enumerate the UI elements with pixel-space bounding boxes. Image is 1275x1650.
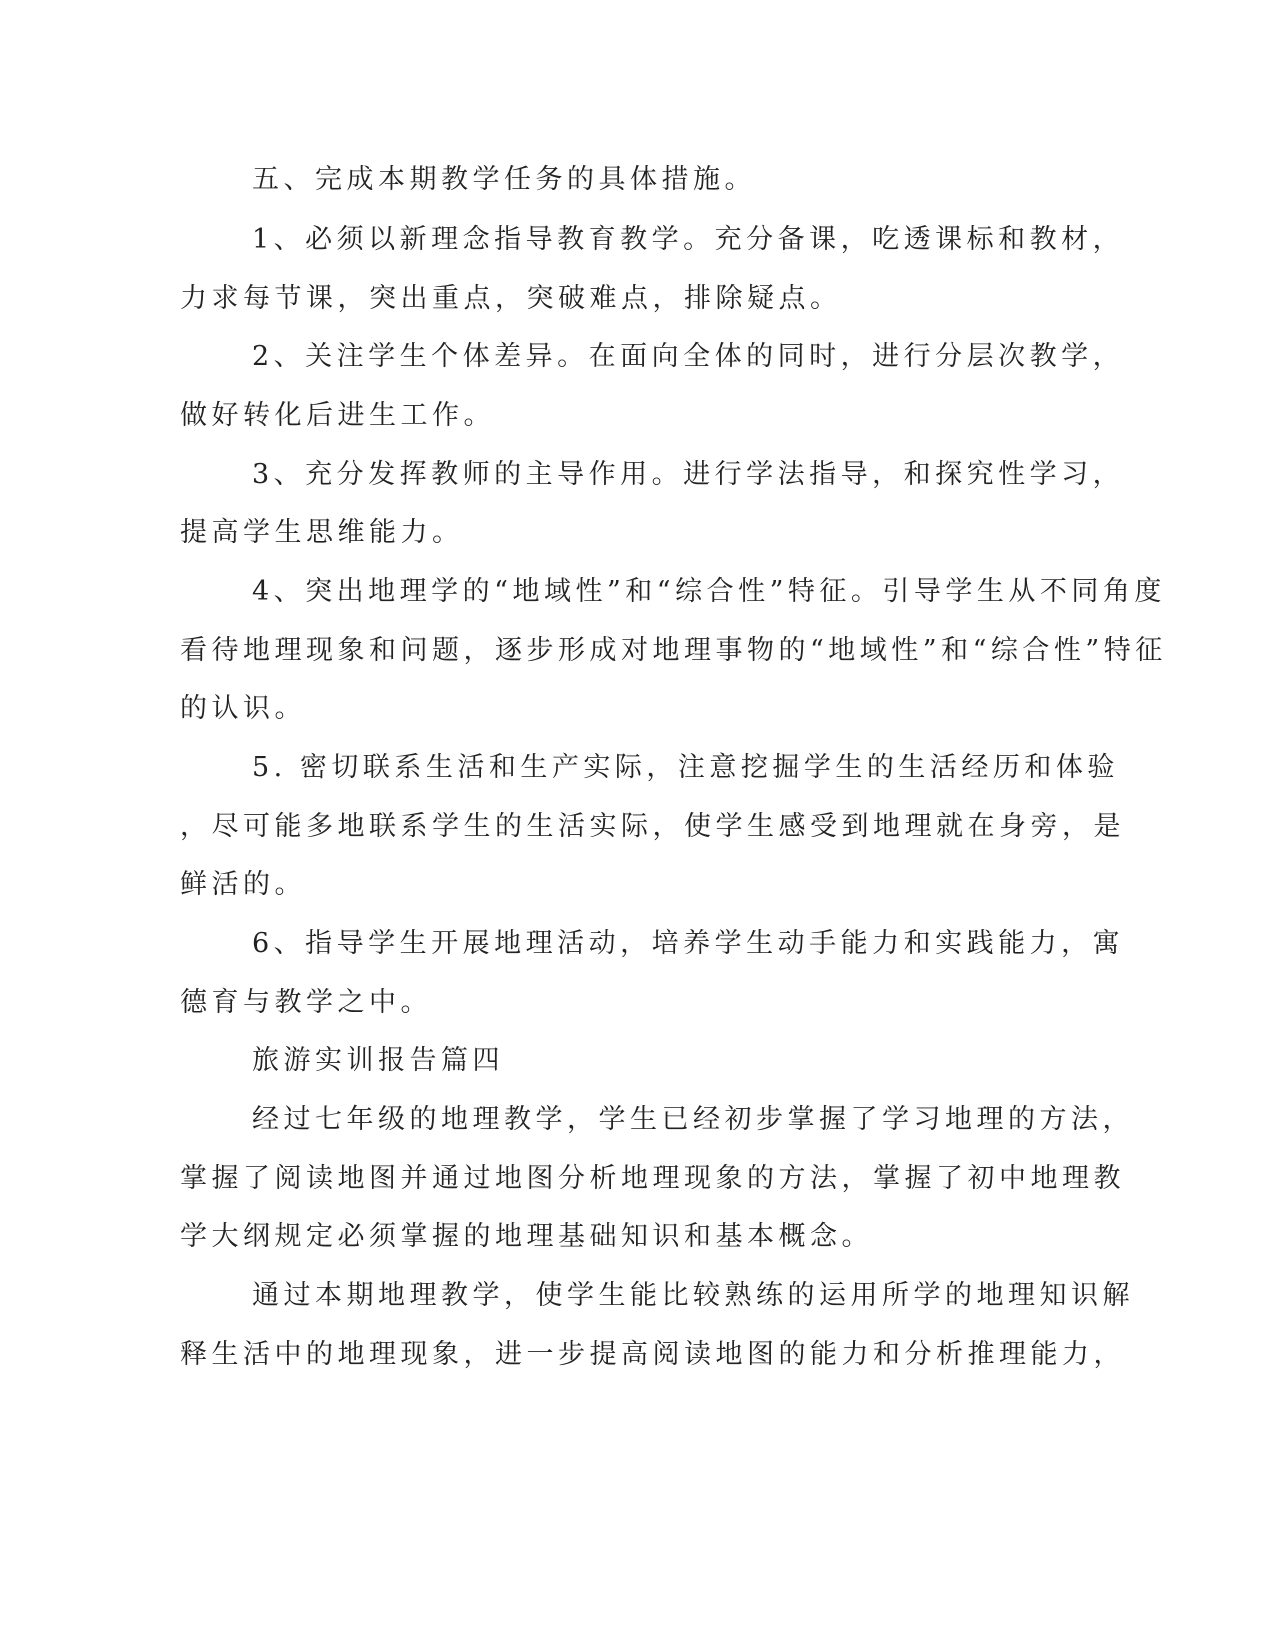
paragraph-line: 提高学生思维能力。 (180, 517, 464, 548)
section-heading: 五、完成本期教学任务的具体措施。 (252, 164, 756, 195)
paragraph-line: 释生活中的地理现象，进一步提高阅读地图的能力和分析推理能力， (180, 1339, 1125, 1370)
paragraph-line: 通过本期地理教学，使学生能比较熟练的运用所学的地理知识解 (252, 1280, 1134, 1311)
paragraph-line: 学大纲规定必须掌握的地理基础知识和基本概念。 (180, 1221, 873, 1252)
paragraph-line: 4、突出地理学的“地域性”和“综合性”特征。引导学生从不同角度 (252, 576, 1166, 607)
paragraph-line: 5. 密切联系生活和生产实际，注意挖掘学生的生活经历和体验 (252, 752, 1119, 783)
paragraph-line: 力求每节课，突出重点，突破难点，排除疑点。 (180, 283, 842, 314)
paragraph-line: 经过七年级的地理教学，学生已经初步掌握了学习地理的方法， (252, 1104, 1134, 1135)
paragraph-line: 做好转化后进生工作。 (180, 400, 495, 431)
paragraph-line: ，尽可能多地联系学生的生活实际，使学生感受到地理就在身旁，是 (180, 811, 1125, 842)
paragraph-line: 掌握了阅读地图并通过地图分析地理现象的方法，掌握了初中地理教 (180, 1163, 1125, 1194)
paragraph-line: 2、关注学生个体差异。在面向全体的同时，进行分层次教学， (252, 341, 1125, 372)
paragraph-line: 3、充分发挥教师的主导作用。进行学法指导，和探究性学习， (252, 459, 1125, 490)
paragraph-line: 鲜活的。 (180, 869, 306, 900)
paragraph-line: 1、必须以新理念指导教育教学。充分备课，吃透课标和教材， (252, 224, 1125, 255)
paragraph-line: 的认识。 (180, 693, 306, 724)
paragraph-line: 德育与教学之中。 (180, 987, 432, 1018)
article-title: 旅游实训报告篇四 (252, 1045, 504, 1076)
paragraph-line: 6、指导学生开展地理活动，培养学生动手能力和实践能力，寓 (252, 928, 1125, 959)
paragraph-line: 看待地理现象和问题，逐步形成对地理事物的“地域性”和“综合性”特征 (180, 635, 1167, 666)
